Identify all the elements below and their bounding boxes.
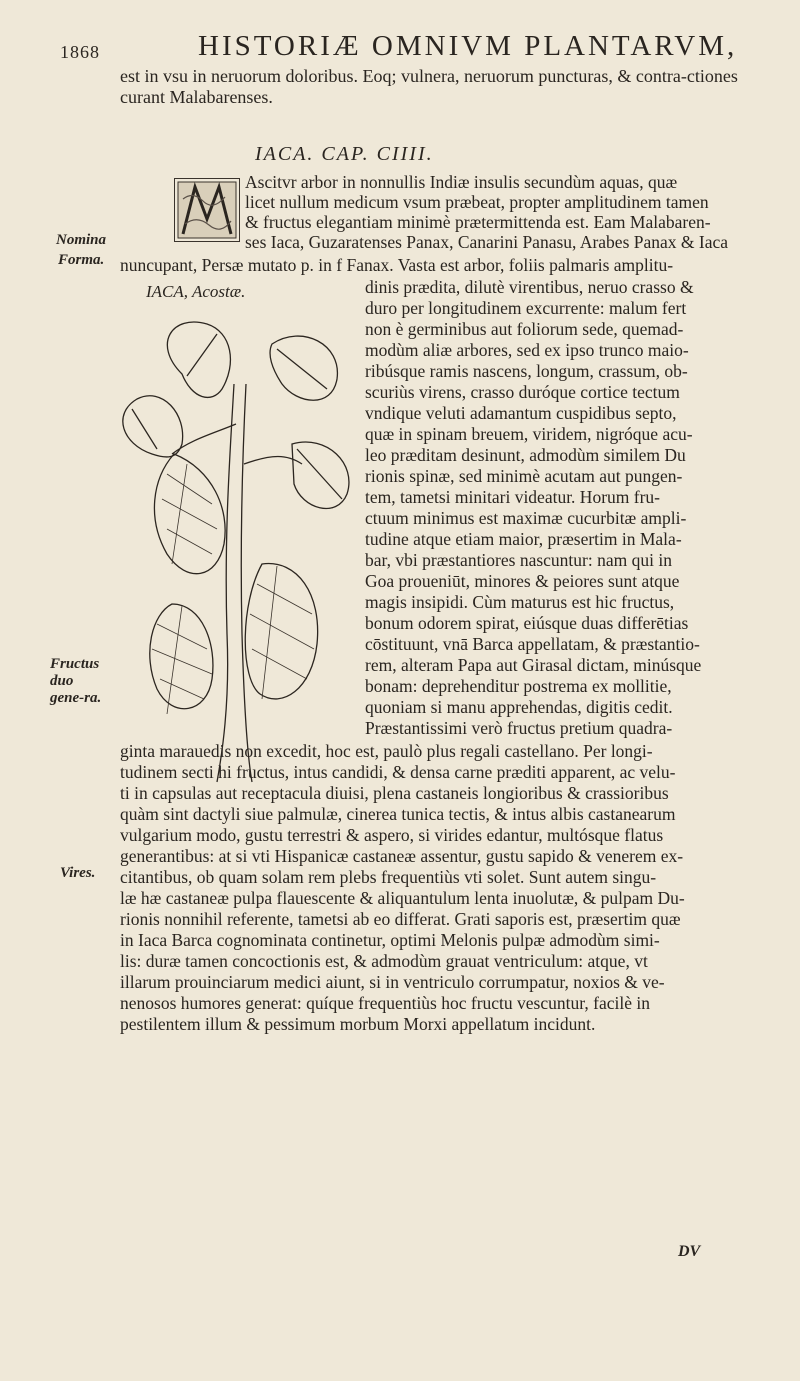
text-line: licet nullum medicum vsum præbeat, propter amplitudinem tamen [245, 192, 709, 212]
text-line: rionis nonnihil referente, tametsi ab eo differat. Grati saporis est, præsertim quæ [120, 909, 681, 929]
margin-note-forma: Forma. [58, 252, 105, 268]
text-line: magis insipidi. Cùm maturus est hic fructus, [365, 592, 675, 612]
page-number: 1868 [60, 42, 100, 62]
text-line: non è germinibus aut foliorum sede, quemad- [365, 319, 684, 339]
text-line: tem, tametsi minitari videatur. Horum fru- [365, 487, 660, 507]
text-line: ribúsque ramis nascens, longum, crassum, ob- [365, 361, 688, 381]
text-line: duro per longitudinem excurrente: malum fert [365, 298, 687, 318]
text-line: ctuum minimus est maximæ cucurbitæ ampli- [365, 508, 687, 528]
text-line: citantibus, ob quam solam rem plebs frequentiùs vti solet. Sunt autem singu- [120, 867, 657, 887]
decorated-initial [174, 178, 240, 242]
text-line: nuncupant, Persæ mutato p. in f Fanax. Vasta est arbor, foliis palmaris amplitu- [120, 255, 674, 275]
text-line: Goa proueniūt, minores & peiores sunt atque [365, 571, 680, 591]
text-line: ti in capsulas aut receptacula diuisi, plena castaneis longioribus & crassioribus [120, 783, 669, 803]
text-line: bar, vbi præstantiores nascuntur: nam qui in [365, 550, 672, 570]
text-line: quàm sint dactyli siue palmulæ, cinerea tunica tectis, & intus albis castanearum [120, 804, 676, 824]
text-line: bonum odorem spirat, eiúsque duas differētias [365, 613, 689, 633]
text-line: rionis spinæ, sed minimè acutam aut pungen- [365, 466, 683, 486]
text-line: modùm aliæ arbores, sed ex ipso trunco maio- [365, 340, 689, 360]
text-line: bonam: deprehenditur postrema ex mollitie, [365, 676, 672, 696]
margin-note-nomina: Nomina [56, 232, 107, 248]
text-line: ses Iaca, Guzaratenses Panax, Canarini Panasu, Arabes Panax & Iaca [245, 232, 729, 252]
text-line: læ hæ castaneæ pulpa flauescente & aliquantulum lenta inuolutæ, & pulpam Du- [120, 888, 685, 908]
text-line: Præstantissimi verò fructus pretium quadra- [365, 718, 673, 738]
text-line: scuriùs virens, crasso duróque cortice tectum [365, 382, 680, 402]
text-line: tudine atque etiam maior, præsertim in Mala- [365, 529, 682, 549]
text-line: cōstituunt, vnā Barca appellatam, & præstantio- [365, 634, 700, 654]
top-paragraph: est in vsu in neruorum doloribus. Eoq; vulnera, neruorum puncturas, & contra-ctiones curant Malabarenses. [120, 66, 738, 107]
jackfruit-woodcut-illustration [112, 304, 362, 789]
figure-caption: IACA, Acostæ. [146, 282, 246, 301]
text-line: leo præditam desinunt, admodùm similem Du [365, 445, 686, 465]
text-line: vulgarium modo, gustu terrestri & aspero, si virides edantur, multósque flatus [120, 825, 664, 845]
text-line: dinis prædita, dilutè virentibus, neruo crasso & [365, 277, 694, 297]
text-line: quæ in spinam breuem, viridem, nigróque acu- [365, 424, 693, 444]
text-line: tudinem secti hi fructus, intus candidi, & densa carne præditi apparent, ac velu- [120, 762, 676, 782]
page-header [60, 28, 760, 62]
text-line: pestilentem illum & pessimum morbum Morxi appellatum incidunt. [120, 1014, 596, 1034]
text-line: quoniam si manu apprehendas, digitis cedit. [365, 697, 673, 717]
margin-note-vires: Vires. [60, 865, 96, 881]
text-line: rem, alteram Papa aut Girasal dictam, minúsque [365, 655, 702, 675]
text-line: & fructus elegantiam minimè prætermittenda est. Eam Malabaren- [245, 212, 711, 232]
margin-note-fructus: Fructus duo gene-ra. [50, 656, 102, 706]
text-line: ginta marauedis non excedit, hoc est, paulò plus regali castellano. Per longi- [120, 741, 653, 761]
catchword: DV [678, 1243, 701, 1260]
text-line: in Iaca Barca cognominata continetur, optimi Melonis pulpæ admodùm simi- [120, 930, 660, 950]
text-line: generantibus: at si vti Hispanicæ castaneæ assentur, gustu sapido & venerem ex- [120, 846, 684, 866]
text-line: Ascitvr arbor in nonnullis Indiæ insulis secundùm aquas, quæ [245, 172, 678, 192]
text-line: lis: duræ tamen concoctionis est, & admodùm grauat ventriculum: atque, vt [120, 951, 648, 971]
chapter-title: IACA. CAP. CIIII. [255, 143, 434, 165]
running-title: HISTORIÆ OMNIVM PLANTARVM, [198, 30, 738, 62]
text-line: illarum prouinciarum medici aiunt, si in ventriculo corrumpatur, noxios & ve- [120, 972, 665, 992]
text-line: vndique veluti adamantum cuspidibus septo, [365, 403, 677, 423]
text-line: nenosos humores generat: quíque frequentiùs hoc fructu vescuntur, facilè in [120, 993, 650, 1013]
